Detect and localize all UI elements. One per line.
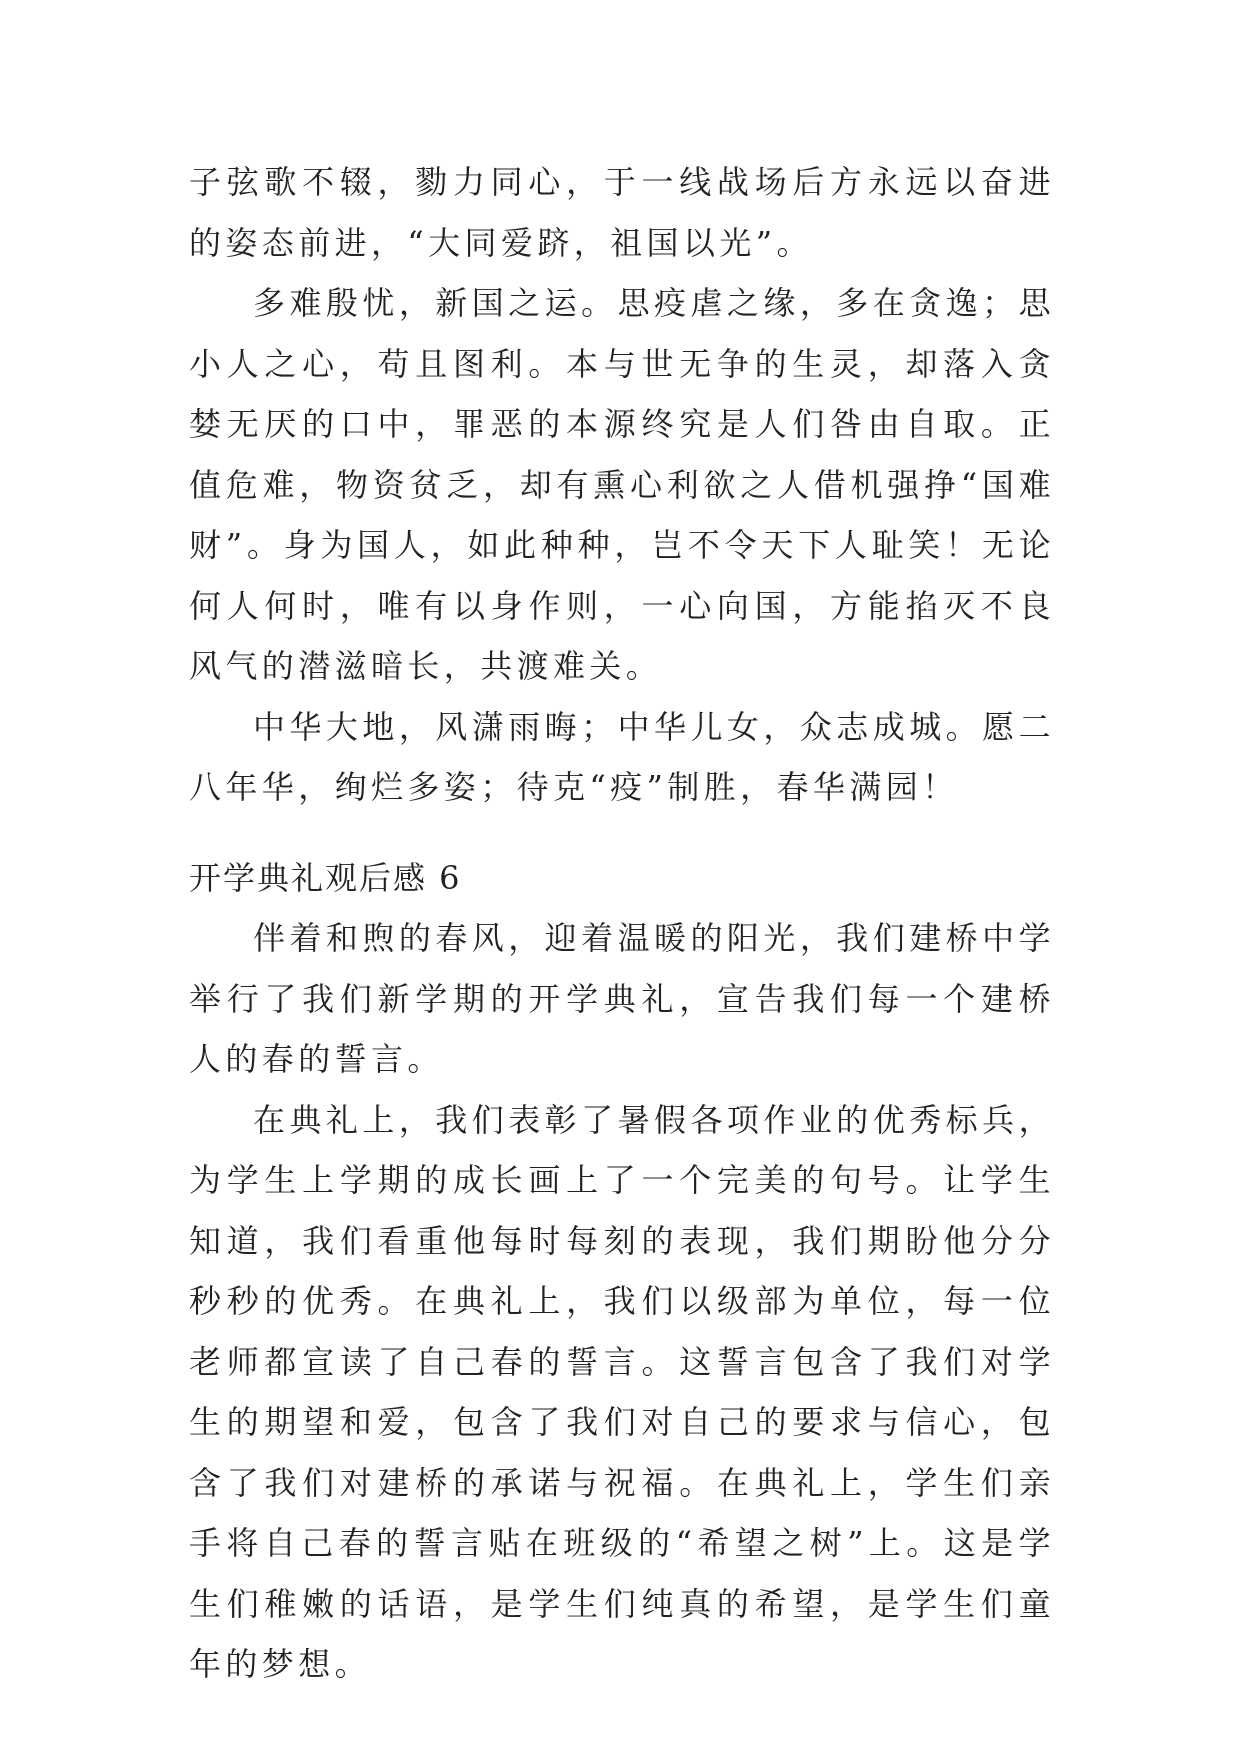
paragraph: 在典礼上，我们表彰了暑假各项作业的优秀标兵，为学生上学期的成长画上了一个完美的句号。让学生知道，我们看重他每时每刻的表现，我们期盼他分分秒秒的优秀。在典礼上，我们以级部为单位，每一位老师都宣读了自己春的誓言。这誓言包含了我们对学生的期望和爱，包含了我们对自己的要求与信心，包含了我们对建桥的承诺与祝福。在典礼上，学生们亲手将自己春的誓言贴在班级的“希望之树”上。这是学生们稚嫩的话语，是学生们纯真的希望，是学生们童年的梦想。 [189,1100,1055,1683]
paragraph-continued: 子弦歌不辍，勠力同心，于一线战场后方永远以奋进的姿态前进，“大同爱跻，祖国以光”。 [189,163,1055,262]
paragraph: 中华大地，风潇雨晦；中华儿女，众志成城。愿二八年华，绚烂多姿；待克“疫”制胜，春华满园！ [189,707,1055,806]
paragraph: 伴着和煦的春风，迎着温暖的阳光，我们建桥中学举行了我们新学期的开学典礼，宣告我们每一个建桥人的春的誓言。 [189,919,1055,1078]
document-body [189,152,1055,1695]
paragraph: 多难殷忧，新国之运。思疫虐之缘，多在贪逸；思小人之心，苟且图利。本与世无争的生灵，却落入贪婪无厌的口中，罪恶的本源终究是人们咎由自取。正值危难，物资贫乏，却有熏心利欲之人借机强挣“国难财”。身为国人，如此种种，岂不令天下人耻笑！无论何人何时，唯有以身作则，一心向国，方能掐灭不良风气的潜滋暗长，共渡难关。 [189,284,1055,685]
section-title: 开学典礼观后感 6 [189,858,462,897]
